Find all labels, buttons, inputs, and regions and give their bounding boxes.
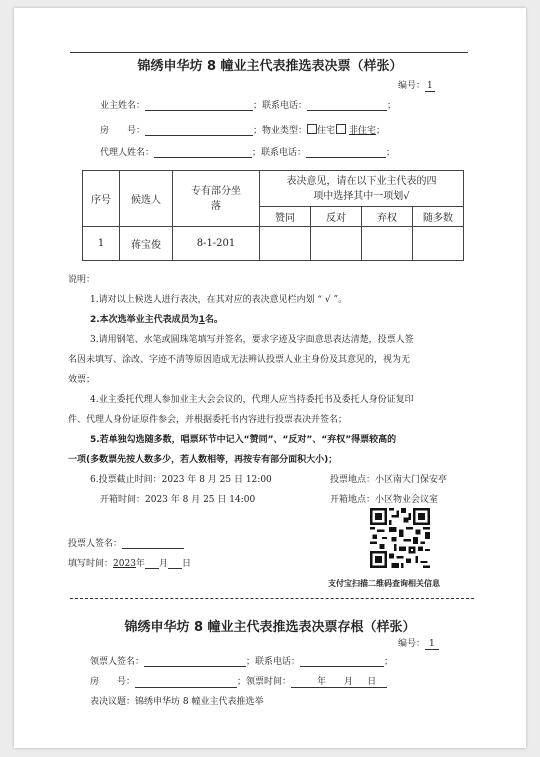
stub-receive-time-field[interactable]: 年 月 日 [291, 674, 387, 688]
option-agree-header: 赞同 [260, 207, 311, 227]
header-unit: 专有部分坐 落 [173, 171, 260, 227]
note-open-time: 开箱时间：2023 年 8 月 25 日 14:00 [100, 495, 256, 505]
stub-number-value: 1 [425, 639, 439, 650]
stub-phone-field[interactable] [300, 655, 384, 667]
owner-row: 业主姓名： ；联系电话： ； [100, 101, 397, 111]
tear-line [70, 598, 474, 599]
owner-name-field[interactable] [145, 99, 253, 111]
stub-topic: 表决议题：锦绣申华坊 8 幢业主代表推选举 [90, 697, 264, 707]
ballot-number: 编号： 1 [398, 81, 433, 91]
row-seq: 1 [83, 227, 120, 261]
note-item-4-line1: 4.业主委托代理人参加业主大会会议的，代理人应当持委托书及委托人身份证复印 [90, 395, 414, 405]
residential-checkbox[interactable] [307, 124, 317, 134]
header-opinion: 表决意见，请在以下业主代表的四 项中选择其中一项划√ [260, 171, 464, 207]
vote-table [82, 170, 464, 261]
option-abstain-header: 弃权 [362, 207, 413, 227]
owner-phone-field[interactable] [307, 99, 387, 111]
qr-code-icon[interactable] [370, 508, 430, 568]
note-item-5-line2: 一项(多数票先按人数多少，若人数相等，再按专有部分面积大小)； [68, 455, 338, 465]
table-row [83, 227, 464, 261]
note-item-3-line3: 效票； [68, 375, 96, 385]
stub-receiver-field[interactable] [144, 655, 246, 667]
ballot-title: 锦绣申华坊 8 幢业主代表推选表决票（样张） [137, 59, 403, 74]
stub-title: 锦绣申华坊 8 幢业主代表推选表决票存根（样张） [124, 620, 416, 635]
room-row: 房 号： ；物业类型： 住宅 非住宅； [100, 126, 385, 136]
row-candidate: 蒋宝俊 [120, 227, 173, 261]
note-item-1: 1.请对以上候选人进行表决，在其对应的表决意见栏内划 “ √ ”。 [90, 295, 348, 305]
stub-number: 编号： 1 [398, 636, 439, 649]
top-rule [70, 52, 468, 53]
note-deadline: 6.投票截止时间：2023 年 8 月 25 日 12:00 [90, 475, 272, 485]
header-candidate: 候选人 [120, 171, 173, 227]
voter-signature-row: 投票人签名： [68, 536, 184, 549]
note-item-2: 2.本次选举业主代表成员为1名。 [90, 315, 223, 325]
non-residential-checkbox[interactable] [336, 124, 346, 134]
vote-majority-cell[interactable] [413, 227, 464, 261]
vote-agree-cell[interactable] [260, 227, 311, 261]
fill-day-field[interactable] [168, 557, 182, 569]
note-item-4-line2: 件、代理人身份证原件参会，并根据委托书内容进行投票表决并签名； [68, 415, 348, 425]
fill-year: 2023 [113, 559, 136, 569]
header-seq: 序号 [83, 171, 120, 227]
note-item-3-line2: 名因未填写、涂改、字迹不清等原因造成无法辨认投票人业主身份及其意见的，视为无 [68, 355, 411, 365]
stub-room-row: 房 号： ；领票时间： 年 月 日 [90, 674, 387, 688]
option-oppose-header: 反对 [311, 207, 362, 227]
vote-oppose-cell[interactable] [311, 227, 362, 261]
room-field[interactable] [145, 124, 253, 136]
stub-receiver-row: 领票人签名： ；联系电话： ； [90, 657, 394, 667]
fill-time-row: 填写时间：2023年 月 日 [68, 559, 191, 569]
alipay-note: 支付宝扫描二维码查询相关信息 [328, 579, 440, 588]
document-page [14, 8, 526, 748]
option-majority-header: 随多数 [413, 207, 464, 227]
stub-room-field[interactable] [135, 676, 237, 688]
note-vote-place: 投票地点：小区南大门保安亭 [330, 475, 448, 485]
agent-name-field[interactable] [154, 146, 252, 158]
note-open-place: 开箱地点：小区物业会议室 [330, 495, 439, 505]
note-item-5-line1: 5.若单独勾选随多数，唱票环节中记入“赞同”、“反对”、“弃权”得票较高的 [90, 435, 397, 445]
agent-row: 代理人姓名： ；联系电话： ； [100, 148, 396, 158]
vote-abstain-cell[interactable] [362, 227, 413, 261]
agent-phone-field[interactable] [306, 146, 386, 158]
notes-heading: 说明： [68, 275, 96, 285]
note-item-3-line1: 3.请用钢笔、水笔或圆珠笔填写并签名，要求字迹及字面意思表达清楚，投票人签 [90, 335, 414, 345]
row-unit: 8-1-201 [173, 227, 260, 261]
ballot-number-value: 1 [427, 81, 433, 91]
fill-month-field[interactable] [145, 557, 159, 569]
voter-signature-field[interactable] [122, 537, 184, 549]
